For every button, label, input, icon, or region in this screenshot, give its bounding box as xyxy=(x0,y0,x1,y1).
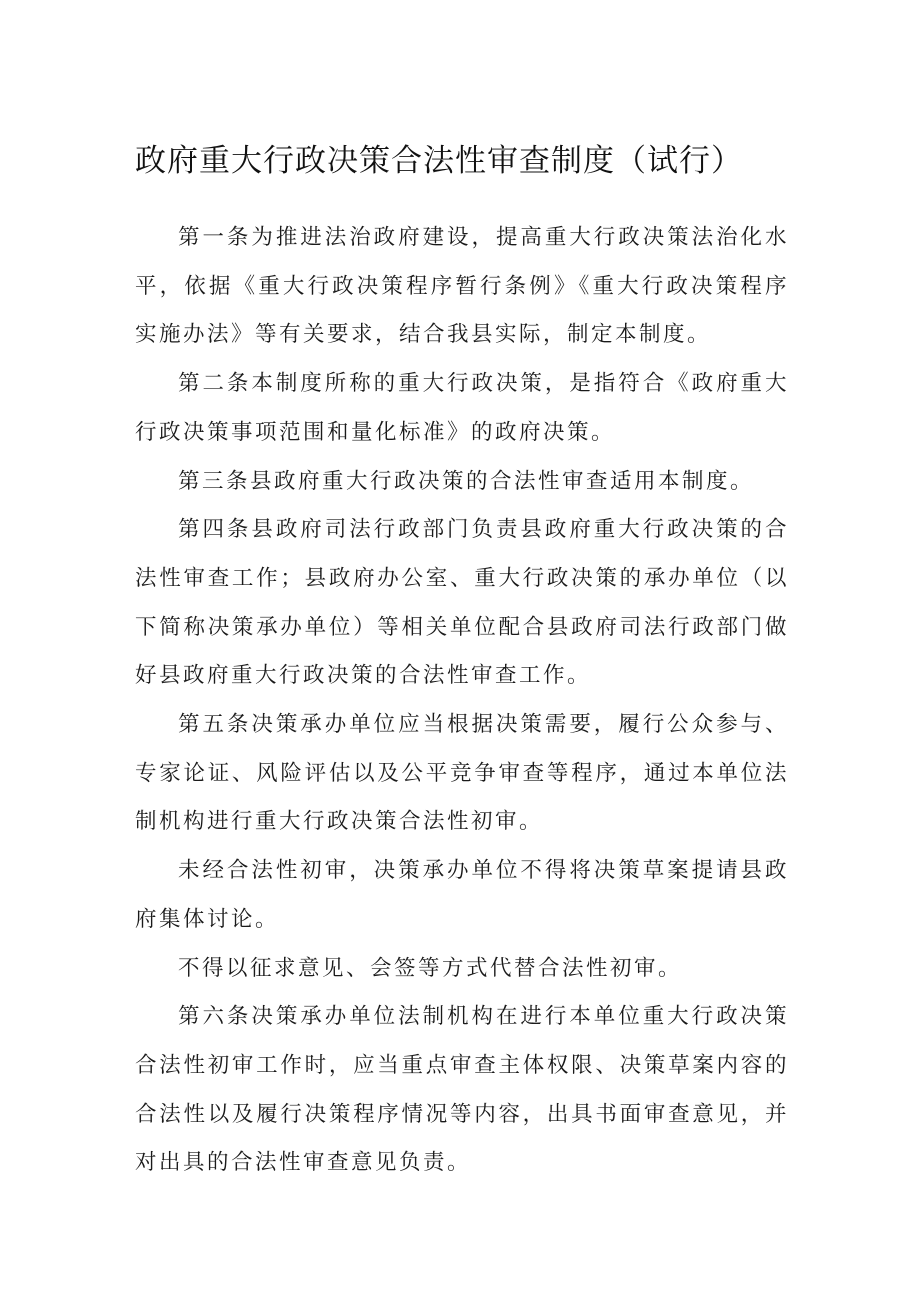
document-title: 政府重大行政决策合法性审查制度（试行） xyxy=(135,143,743,179)
paragraph-article-5-clause-2: 未经合法性初审，决策承办单位不得将决策草案提请县政府集体讨论。 xyxy=(135,858,789,932)
paragraph-article-2: 第二条本制度所称的重大行政决策，是指符合《政府重大行政决策事项范围和量化标准》的政府决策。 xyxy=(135,371,789,445)
paragraph-article-5-clause-3: 不得以征求意见、会签等方式代替合法性初审。 xyxy=(178,955,683,981)
paragraph-article-1: 第一条为推进法治政府建设，提高重大行政决策法治化水平，依据《重大行政决策程序暂行条例》《重大行政决策程序实施办法》等有关要求，结合我县实际，制定本制度。 xyxy=(135,225,789,348)
paragraph-article-5: 第五条决策承办单位应当根据决策需要，履行公众参与、专家论证、风险评估以及公平竞争审查等程序，通过本单位法制机构进行重大行政决策合法性初审。 xyxy=(135,712,789,835)
paragraph-article-6: 第六条决策承办单位法制机构在进行本单位重大行政决策合法性初审工作时，应当重点审查主体权限、决策草案内容的合法性以及履行决策程序情况等内容，出具书面审查意见，并对出具的合法性审查意见负责。 xyxy=(135,1004,789,1176)
document-body xyxy=(135,214,789,1188)
paragraph-article-4: 第四条县政府司法行政部门负责县政府重大行政决策的合法性审查工作；县政府办公室、重大行政决策的承办单位（以下简称决策承办单位）等相关单位配合县政府司法行政部门做好县政府重大行政决策的合法性审查工作。 xyxy=(135,517,789,689)
paragraph-article-3: 第三条县政府重大行政决策的合法性审查适用本制度。 xyxy=(178,468,755,494)
